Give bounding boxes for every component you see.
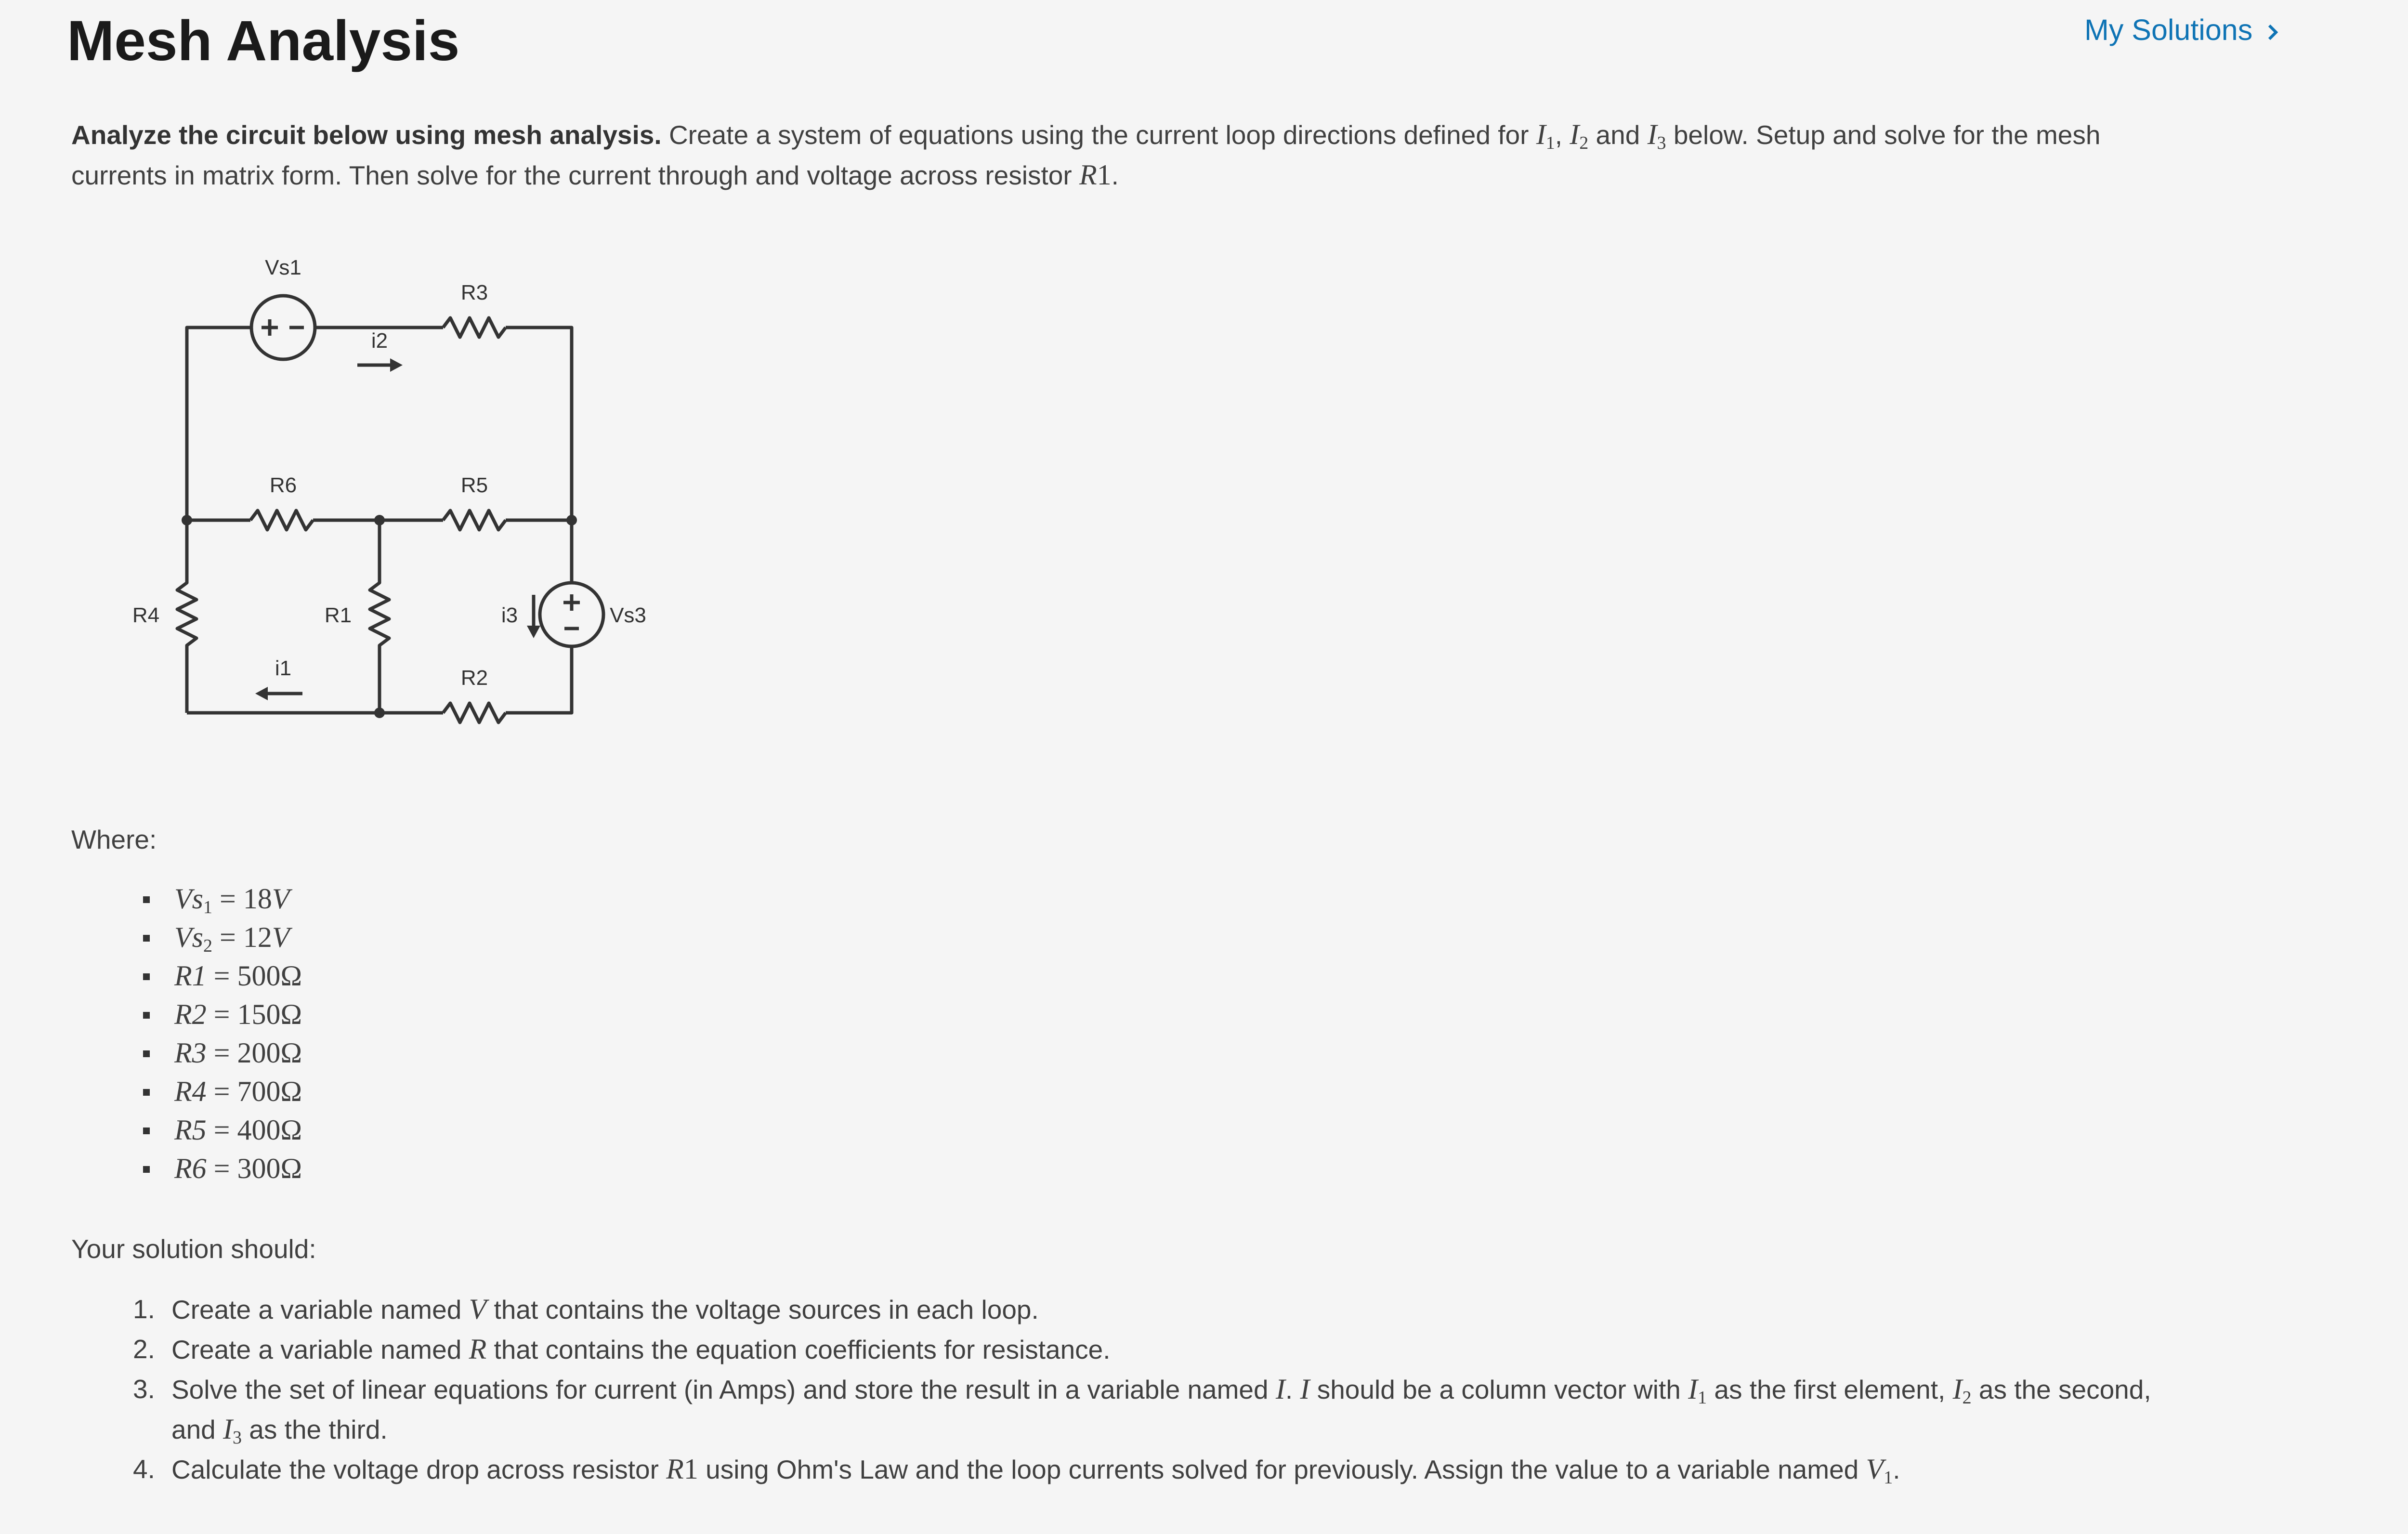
r5-resistor: [443, 511, 506, 530]
where-label: Where:: [71, 825, 157, 854]
parameter-list: [126, 879, 302, 1188]
circuit-diagram: [106, 241, 674, 761]
i1-label: i1: [275, 656, 292, 680]
step-item: 1. Create a variable named V that contains the voltage sources in each loop.: [133, 1293, 1039, 1325]
chevron-right-icon: [2261, 18, 2285, 47]
page-title: Mesh Analysis: [67, 9, 460, 73]
r4-label: R4: [132, 603, 160, 627]
parameter-item: R5 = 400Ω: [126, 1111, 302, 1149]
intro-text-3: below. Setup and solve for the mesh currents in matrix form. Then solve for the current through and voltage across resistor: [71, 120, 2101, 190]
r2-label: R2: [460, 666, 488, 690]
step-item: 2. Create a variable named R that contains the equation coefficients for resistance.: [133, 1333, 1111, 1365]
i3-label: i3: [501, 603, 518, 627]
math-i3: $I_3$: [1647, 118, 1666, 153]
my-solutions-label: My Solutions: [2084, 13, 2253, 46]
intro-text-4: .: [1111, 160, 1119, 190]
parameter-item: $Vs_2 = 12V$: [126, 918, 302, 957]
intro-text-2: and: [1588, 120, 1648, 150]
node-left: [182, 515, 192, 525]
math-i2: $I_2$: [1570, 118, 1589, 153]
parameter-item: R3 = 200Ω: [126, 1034, 302, 1072]
i2-label: i2: [371, 329, 388, 353]
step-item: 4. Calculate the voltage drop across resistor R1 using Ohm's Law and the loop currents solved for previously. Assign the value to a variable named $V_1$.: [133, 1453, 1900, 1488]
r4-resistor: [177, 520, 196, 713]
r6-label: R6: [269, 473, 297, 497]
node-middle: [374, 515, 385, 525]
parameter-item: R2 = 150Ω: [126, 995, 302, 1034]
node-bottom: [374, 708, 385, 718]
problem-description: Analyze the circuit below using mesh analysis. Create a system of equations using the current loop directions defined for $I_1$, $I_2$ and $I_3$ below. Setup and solve for the mesh currents in matrix form. Then solve for the current through and voltage across resistor R1.: [71, 118, 2101, 191]
math-i1: $I_1$: [1536, 118, 1555, 153]
intro-text-1: Create a system of equations using the current loop directions defined for: [661, 120, 1536, 150]
intro-bold: Analyze the circuit below using mesh analysis.: [71, 120, 662, 150]
parameter-item: $Vs_1 = 18V$: [126, 879, 302, 918]
math-i3: $I_3$: [223, 1413, 242, 1448]
vs3-source: [540, 583, 603, 646]
i1-arrowhead: [255, 687, 268, 700]
r3-label: R3: [460, 281, 488, 304]
node-right: [566, 515, 577, 525]
vs3-label: Vs3: [610, 603, 646, 627]
math-r: R: [469, 1333, 487, 1365]
r5-label: R5: [460, 473, 488, 497]
r1-label: R1: [324, 603, 352, 627]
math-v: V: [469, 1293, 487, 1325]
math-i: I: [1275, 1373, 1285, 1405]
solution-label: Your solution should:: [71, 1234, 316, 1264]
math-r1: R1: [1079, 159, 1112, 191]
i2-arrowhead: [390, 358, 403, 372]
parameter-item: R6 = 300Ω: [126, 1149, 302, 1188]
i3-arrowhead: [527, 626, 540, 638]
solution-steps: [71, 1289, 2190, 1489]
r1-resistor: [370, 520, 389, 713]
vs1-source: [251, 296, 315, 359]
r3-resistor: [443, 318, 506, 337]
step-item: 3. Solve the set of linear equations for current (in Amps) and store the result in a variable named I. I should be a column vector with $I_1$ as the first element, $I_2$ as the second, and $I_3$ as the third.: [133, 1373, 2151, 1448]
r2-resistor: [443, 703, 506, 722]
parameter-item: R1 = 500Ω: [126, 957, 302, 995]
my-solutions-link[interactable]: [2084, 11, 2285, 49]
math-i: I: [1300, 1373, 1310, 1405]
math-i2: $I_2$: [1952, 1373, 1972, 1408]
r6-resistor: [250, 511, 313, 530]
vs1-label: Vs1: [265, 256, 301, 279]
math-r1: R1: [666, 1453, 698, 1485]
parameter-item: R4 = 700Ω: [126, 1072, 302, 1111]
math-v1: $V_1$: [1866, 1453, 1893, 1488]
math-i1: $I_1$: [1688, 1373, 1707, 1408]
